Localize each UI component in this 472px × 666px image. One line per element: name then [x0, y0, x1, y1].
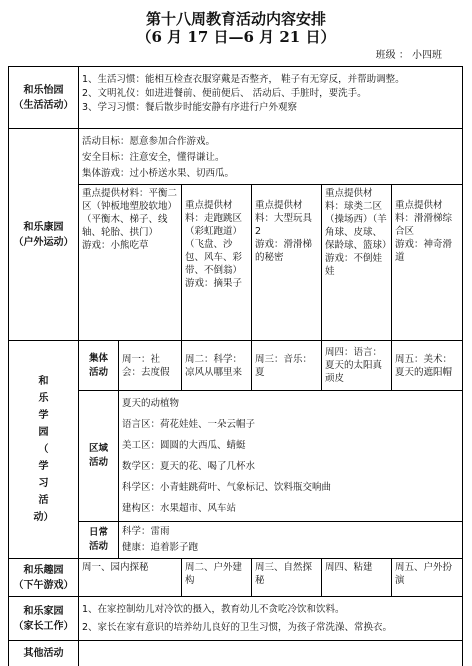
life-item: 1、生活习惯：能相互检查衣服穿戴是否整齐， 鞋子有无穿反，并帮助调整。: [82, 74, 405, 85]
outdoor-goals: [79, 129, 463, 185]
game-thursday: 周四、粘建: [322, 559, 392, 597]
area-line: 夏天的动植物: [122, 398, 180, 409]
schedule-table: [8, 66, 463, 666]
group-activity-wednesday: 周三：音乐：夏: [252, 341, 322, 391]
game-friday: 周五、户外扮演: [392, 559, 463, 597]
group-activity-label: 集体 活动: [79, 341, 119, 391]
outdoor-day-tuesday: 重点提供材料：走跑跳区（彩虹跑道）（飞盘、沙包、风车、彩带、不倒翁） 游戏：摘果子: [182, 185, 252, 341]
games-section-title: 和乐趣园 （下午游戏）: [9, 559, 79, 597]
group-activity-monday: 周一：社会：去度假: [119, 341, 182, 391]
page-title: 第十八周教育活动内容安排: [145, 10, 326, 28]
life-item: 3、学习习惯：餐后散步时能安静有序进行户外观察: [82, 102, 298, 113]
date-range: （6 月 17 日—6 月 21 日）: [136, 28, 336, 46]
life-item: 2、文明礼仪：如进进餐前、便前便后、 活动后、手脏时，要洗手。: [82, 88, 367, 99]
area-line: 语言区：荷花娃娃、一朵云帽子: [122, 419, 256, 430]
outdoor-section-title: 和乐康园 （户外运动）: [9, 129, 79, 341]
other-content: [79, 641, 463, 666]
outdoor-goals-row: [9, 129, 463, 185]
home-section-title: 和乐家园 （家长工作）: [9, 597, 79, 641]
life-row: [9, 67, 463, 129]
daily-line: 科学：雷雨: [122, 526, 170, 537]
game-tuesday: 周二、户外建构: [182, 559, 252, 597]
group-activity-tuesday: 周二：科学：凉风从哪里来: [182, 341, 252, 391]
home-item: 1、在家控制幼儿对冷饮的摄入，教育幼儿不贪吃冷饮和饮料。: [82, 604, 345, 615]
home-content: [79, 597, 463, 641]
other-section-title: 其他活动: [9, 641, 79, 666]
outdoor-day-monday: 重点提供材料：平衡二区（钟板地塑胶软地） （平衡木、梯子、线轴、轮胎、拱门） 游戏：小熊吃草: [79, 185, 182, 341]
daily-activity-content: [119, 522, 463, 559]
outdoor-goal: 活动目标：愿意参加合作游戏。: [82, 136, 216, 147]
game-wednesday: 周三、自然探秘: [252, 559, 322, 597]
life-section-title: 和乐怡园 （生活活动）: [9, 67, 79, 129]
learning-group-row: [9, 341, 463, 391]
home-item: 2、家长在家有意识的培养幼儿良好的卫生习惯，为孩子常洗澡、常换衣。: [82, 622, 393, 633]
area-line: 科学区：小青蛙跳荷叶、气象标记、饮料瓶交响曲: [122, 482, 332, 493]
games-row: [9, 559, 463, 597]
learning-section-title: 和 乐 学 园 （ 学 习 活 动）: [9, 341, 79, 559]
group-activity-friday: 周五：美术：夏天的遮阳帽: [392, 341, 463, 391]
other-row: [9, 641, 463, 666]
game-monday: 周一、园内探秘: [79, 559, 182, 597]
group-activity-thursday: 周四：语言：夏天的太阳真顽皮: [322, 341, 392, 391]
life-content: [79, 67, 463, 129]
outdoor-day-wednesday: 重点提供材料：大型玩具2 游戏：滑滑梯的秘密: [252, 185, 322, 341]
class-label: 班级 ： 小四班: [375, 50, 442, 61]
area-activity-label: 区域 活动: [79, 391, 119, 522]
area-activity-content: [119, 391, 463, 522]
daily-line: 健康：追着影子跑: [122, 542, 199, 553]
home-row: [9, 597, 463, 641]
outdoor-goal: 集体游戏：过小桥送水果、切西瓜。: [82, 168, 235, 179]
daily-activity-label: 日常 活动: [79, 522, 119, 559]
outdoor-day-friday: 重点提供材料：滑滑梯综合区 游戏：神奇滑道: [392, 185, 463, 341]
outdoor-day-thursday: 重点提供材料：球类二区（操场西）（羊角球、皮球、保龄球、篮球） 游戏：不倒娃娃: [322, 185, 392, 341]
area-line: 美工区：圆圆的大西瓜、蜻蜓: [122, 440, 246, 451]
area-line: 建构区：水果超市、风车站: [122, 503, 237, 514]
area-line: 数学区：夏天的花、喝了几杯水: [122, 461, 256, 472]
outdoor-goal: 安全目标：注意安全，懂得谦让。: [82, 152, 225, 163]
